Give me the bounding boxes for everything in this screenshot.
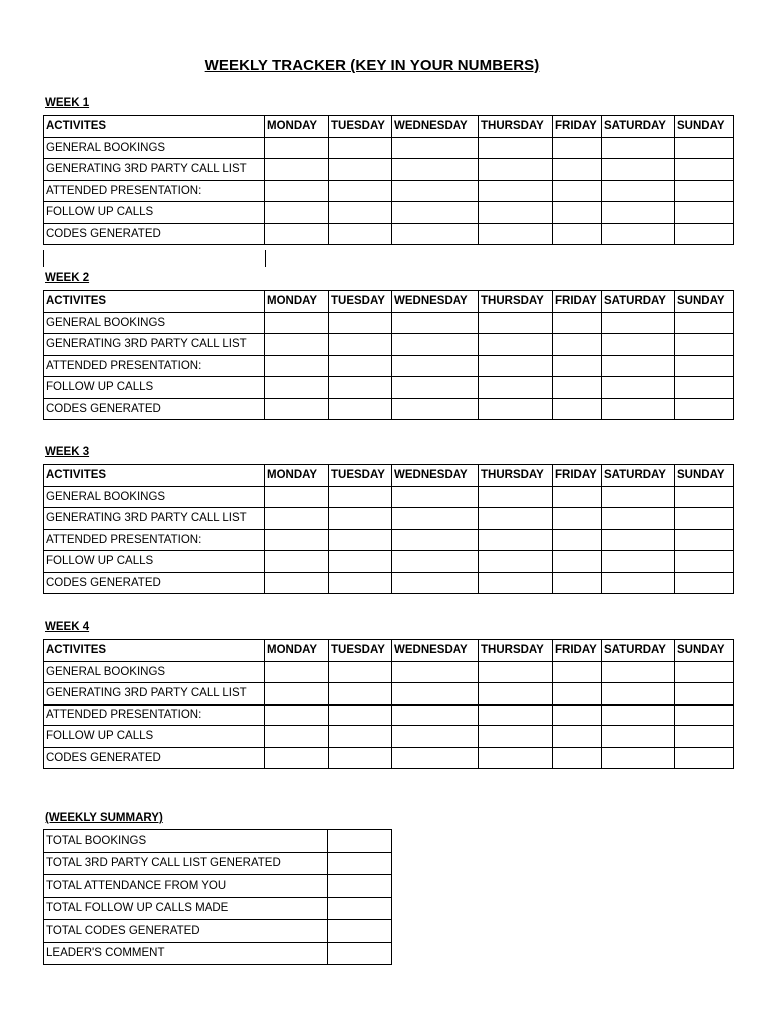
table-header-row [44,640,734,662]
entry-cell[interactable] [479,529,553,551]
entry-cell[interactable] [479,704,553,726]
table-row [44,377,734,399]
week-table [43,464,734,594]
table-row [44,572,734,594]
column-header-day: FRIDAY [553,291,602,313]
column-header-day: MONDAY [265,116,329,138]
entry-cell[interactable] [553,486,602,508]
column-header-day: SUNDAY [675,465,734,487]
entry-cell[interactable] [675,137,734,159]
activity-label: CODES GENERATED [44,747,265,769]
summary-row [44,897,392,920]
entry-cell[interactable] [553,180,602,202]
entry-cell[interactable] [675,704,734,726]
table-header-row [44,465,734,487]
table-row [44,683,734,705]
entry-cell[interactable] [329,334,392,356]
entry-cell[interactable] [392,202,479,224]
entry-cell[interactable] [392,355,479,377]
column-header-day: TUESDAY [329,465,392,487]
entry-cell[interactable] [479,355,553,377]
column-header-day: FRIDAY [553,116,602,138]
activity-label: ATTENDED PRESENTATION: [44,180,265,202]
entry-cell[interactable] [392,334,479,356]
entry-cell[interactable] [602,704,675,726]
summary-entry-cell[interactable] [328,920,392,943]
entry-cell[interactable] [675,312,734,334]
summary-row [44,920,392,943]
entry-cell[interactable] [553,747,602,769]
entry-cell[interactable] [553,398,602,420]
entry-cell[interactable] [602,551,675,573]
summary-row [44,942,392,965]
entry-cell[interactable] [479,551,553,573]
activity-label: GENERATING 3RD PARTY CALL LIST [44,683,265,705]
entry-cell[interactable] [553,159,602,181]
entry-cell[interactable] [602,202,675,224]
entry-cell[interactable] [392,159,479,181]
activity-label: CODES GENERATED [44,223,265,245]
entry-cell[interactable] [265,747,329,769]
entry-cell[interactable] [392,747,479,769]
entry-cell[interactable] [675,726,734,748]
entry-cell[interactable] [479,398,553,420]
column-header-day: WEDNESDAY [392,291,479,313]
entry-cell[interactable] [675,180,734,202]
entry-cell[interactable] [675,223,734,245]
summary-label: (WEEKLY SUMMARY) [45,812,163,824]
week-table [43,290,734,420]
entry-cell[interactable] [392,726,479,748]
column-header-day: SUNDAY [675,640,734,662]
entry-cell[interactable] [392,180,479,202]
entry-cell[interactable] [553,551,602,573]
entry-cell[interactable] [553,312,602,334]
column-header-day: MONDAY [265,291,329,313]
activity-label: FOLLOW UP CALLS [44,551,265,573]
entry-cell[interactable] [392,572,479,594]
table-row [44,355,734,377]
entry-cell[interactable] [392,398,479,420]
activity-label: ATTENDED PRESENTATION: [44,704,265,726]
summary-row [44,875,392,898]
entry-cell[interactable] [329,159,392,181]
activity-label: FOLLOW UP CALLS [44,377,265,399]
entry-cell[interactable] [265,508,329,530]
entry-cell[interactable] [553,202,602,224]
entry-cell[interactable] [479,312,553,334]
activity-label: GENERATING 3RD PARTY CALL LIST [44,334,265,356]
entry-cell[interactable] [265,180,329,202]
entry-cell[interactable] [602,398,675,420]
entry-cell[interactable] [329,551,392,573]
column-header-day: THURSDAY [479,291,553,313]
entry-cell[interactable] [392,377,479,399]
table-row [44,137,734,159]
entry-cell[interactable] [553,508,602,530]
entry-cell[interactable] [265,398,329,420]
entry-cell[interactable] [479,486,553,508]
entry-cell[interactable] [479,747,553,769]
column-header-day: TUESDAY [329,640,392,662]
entry-cell[interactable] [553,726,602,748]
week-label: WEEK 4 [45,621,90,633]
table-row [44,661,734,683]
entry-cell[interactable] [392,683,479,705]
entry-cell[interactable] [329,661,392,683]
entry-cell[interactable] [553,572,602,594]
thick-divider-line [43,704,733,706]
column-header-activities: ACTIVITES [44,465,265,487]
activity-label: GENERATING 3RD PARTY CALL LIST [44,508,265,530]
entry-cell[interactable] [329,377,392,399]
entry-cell[interactable] [329,202,392,224]
activity-label: ATTENDED PRESENTATION: [44,529,265,551]
column-header-day: THURSDAY [479,640,553,662]
activity-label: FOLLOW UP CALLS [44,726,265,748]
entry-cell[interactable] [675,508,734,530]
column-header-day: THURSDAY [479,116,553,138]
entry-cell[interactable] [675,377,734,399]
entry-cell[interactable] [329,529,392,551]
table-row [44,334,734,356]
summary-row-label: TOTAL CODES GENERATED [44,920,328,943]
entry-cell[interactable] [553,529,602,551]
table-row [44,223,734,245]
entry-cell[interactable] [675,486,734,508]
summary-entry-cell[interactable] [328,830,392,853]
entry-cell[interactable] [553,137,602,159]
entry-cell[interactable] [479,377,553,399]
entry-cell[interactable] [265,312,329,334]
entry-cell[interactable] [329,312,392,334]
activity-label: CODES GENERATED [44,398,265,420]
table-row [44,726,734,748]
table-row [44,159,734,181]
summary-row [44,852,392,875]
entry-cell[interactable] [553,355,602,377]
column-header-day: TUESDAY [329,116,392,138]
entry-cell[interactable] [602,180,675,202]
entry-cell[interactable] [265,137,329,159]
entry-cell[interactable] [265,377,329,399]
column-header-day: WEDNESDAY [392,640,479,662]
entry-cell[interactable] [265,551,329,573]
table-header-row [44,291,734,313]
activity-label: ATTENDED PRESENTATION: [44,355,265,377]
summary-row-label: TOTAL BOOKINGS [44,830,328,853]
table-row [44,486,734,508]
entry-cell[interactable] [329,572,392,594]
entry-cell[interactable] [265,202,329,224]
entry-cell[interactable] [553,661,602,683]
column-header-day: SATURDAY [602,465,675,487]
entry-cell[interactable] [602,137,675,159]
column-header-day: SATURDAY [602,116,675,138]
column-header-day: SUNDAY [675,116,734,138]
entry-cell[interactable] [602,377,675,399]
entry-cell[interactable] [602,355,675,377]
entry-cell[interactable] [329,486,392,508]
entry-cell[interactable] [329,704,392,726]
entry-cell[interactable] [479,683,553,705]
entry-cell[interactable] [329,223,392,245]
entry-cell[interactable] [392,508,479,530]
activity-label: GENERAL BOOKINGS [44,312,265,334]
entry-cell[interactable] [479,180,553,202]
blank-spacer-row [43,250,266,267]
entry-cell[interactable] [675,572,734,594]
entry-cell[interactable] [553,377,602,399]
entry-cell[interactable] [392,661,479,683]
column-header-day: THURSDAY [479,465,553,487]
column-header-day: WEDNESDAY [392,465,479,487]
summary-entry-cell[interactable] [328,875,392,898]
entry-cell[interactable] [553,704,602,726]
entry-cell[interactable] [602,747,675,769]
summary-row-label: LEADER'S COMMENT [44,942,328,965]
column-header-day: MONDAY [265,640,329,662]
entry-cell[interactable] [479,223,553,245]
entry-cell[interactable] [602,683,675,705]
activity-label: CODES GENERATED [44,572,265,594]
entry-cell[interactable] [329,180,392,202]
entry-cell[interactable] [602,508,675,530]
entry-cell[interactable] [392,312,479,334]
entry-cell[interactable] [675,159,734,181]
table-row [44,508,734,530]
table-row [44,551,734,573]
entry-cell[interactable] [675,398,734,420]
entry-cell[interactable] [392,137,479,159]
week-label: WEEK 2 [45,272,90,284]
entry-cell[interactable] [329,683,392,705]
table-row [44,312,734,334]
entry-cell[interactable] [329,726,392,748]
entry-cell[interactable] [392,529,479,551]
entry-cell[interactable] [479,159,553,181]
activity-label: GENERAL BOOKINGS [44,137,265,159]
entry-cell[interactable] [675,529,734,551]
entry-cell[interactable] [602,159,675,181]
entry-cell[interactable] [265,223,329,245]
entry-cell[interactable] [265,661,329,683]
activity-label: FOLLOW UP CALLS [44,202,265,224]
entry-cell[interactable] [265,355,329,377]
column-header-day: SATURDAY [602,291,675,313]
column-header-activities: ACTIVITES [44,291,265,313]
entry-cell[interactable] [602,334,675,356]
entry-cell[interactable] [265,159,329,181]
entry-cell[interactable] [675,355,734,377]
column-header-day: MONDAY [265,465,329,487]
entry-cell[interactable] [265,704,329,726]
entry-cell[interactable] [602,312,675,334]
entry-cell[interactable] [265,486,329,508]
entry-cell[interactable] [329,355,392,377]
entry-cell[interactable] [265,334,329,356]
table-header-row [44,116,734,138]
entry-cell[interactable] [602,726,675,748]
summary-row-label: TOTAL ATTENDANCE FROM YOU [44,875,328,898]
entry-cell[interactable] [329,137,392,159]
entry-cell[interactable] [675,202,734,224]
entry-cell[interactable] [602,223,675,245]
week-label: WEEK 3 [45,446,90,458]
summary-table [43,829,392,965]
column-header-activities: ACTIVITES [44,640,265,662]
entry-cell[interactable] [479,334,553,356]
entry-cell[interactable] [479,202,553,224]
entry-cell[interactable] [479,572,553,594]
summary-row-label: TOTAL 3RD PARTY CALL LIST GENERATED [44,852,328,875]
column-header-day: FRIDAY [553,465,602,487]
summary-entry-cell[interactable] [328,897,392,920]
summary-row-label: TOTAL FOLLOW UP CALLS MADE [44,897,328,920]
page-title: WEEKLY TRACKER (KEY IN YOUR NUMBERS) [204,57,540,74]
summary-entry-cell[interactable] [328,942,392,965]
week-table [43,115,734,245]
entry-cell[interactable] [602,529,675,551]
table-row [44,747,734,769]
entry-cell[interactable] [553,683,602,705]
entry-cell[interactable] [265,726,329,748]
entry-cell[interactable] [675,747,734,769]
entry-cell[interactable] [329,508,392,530]
column-header-day: FRIDAY [553,640,602,662]
entry-cell[interactable] [553,334,602,356]
entry-cell[interactable] [265,683,329,705]
entry-cell[interactable] [392,223,479,245]
entry-cell[interactable] [329,747,392,769]
entry-cell[interactable] [265,529,329,551]
entry-cell[interactable] [675,551,734,573]
activity-label: GENERATING 3RD PARTY CALL LIST [44,159,265,181]
entry-cell[interactable] [553,223,602,245]
summary-entry-cell[interactable] [328,852,392,875]
entry-cell[interactable] [479,661,553,683]
entry-cell[interactable] [479,137,553,159]
activity-label: GENERAL BOOKINGS [44,661,265,683]
table-row [44,529,734,551]
table-row [44,202,734,224]
column-header-day: WEDNESDAY [392,116,479,138]
table-row [44,704,734,726]
table-row [44,180,734,202]
entry-cell[interactable] [392,704,479,726]
entry-cell[interactable] [329,398,392,420]
entry-cell[interactable] [479,726,553,748]
entry-cell[interactable] [265,572,329,594]
entry-cell[interactable] [675,334,734,356]
activity-label: GENERAL BOOKINGS [44,486,265,508]
summary-row [44,830,392,853]
column-header-day: SATURDAY [602,640,675,662]
week-label: WEEK 1 [45,97,90,109]
column-header-day: SUNDAY [675,291,734,313]
entry-cell[interactable] [602,661,675,683]
column-header-day: TUESDAY [329,291,392,313]
entry-cell[interactable] [392,551,479,573]
entry-cell[interactable] [479,508,553,530]
column-header-activities: ACTIVITES [44,116,265,138]
table-row [44,398,734,420]
entry-cell[interactable] [675,683,734,705]
entry-cell[interactable] [602,572,675,594]
entry-cell[interactable] [602,486,675,508]
entry-cell[interactable] [675,661,734,683]
entry-cell[interactable] [392,486,479,508]
